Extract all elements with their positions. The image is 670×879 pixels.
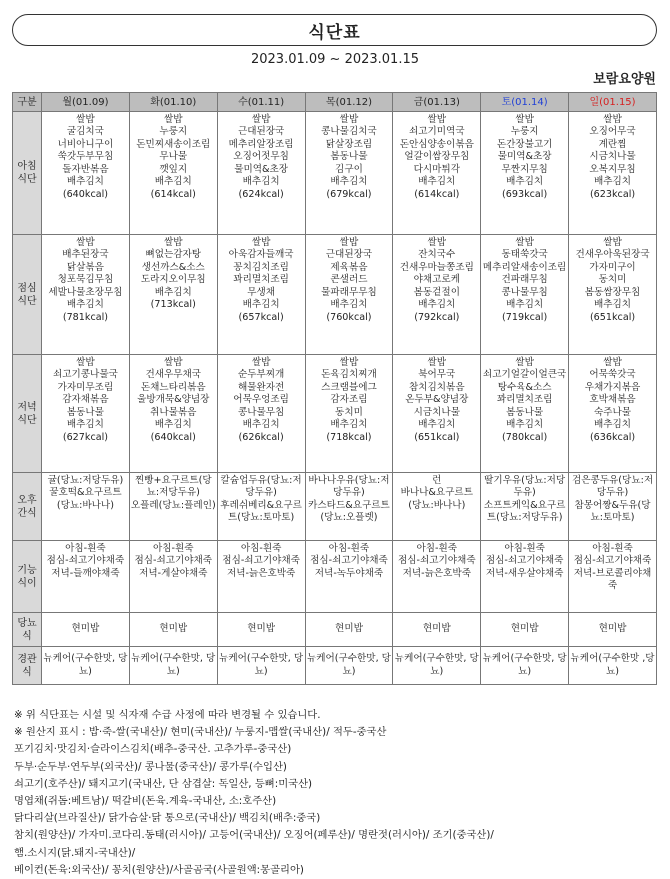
- menu-item-text: (651kcal): [589, 311, 636, 323]
- menu-item-text: 계란찜: [598, 138, 627, 150]
- menu-item-text: 메추리알장조림: [228, 138, 294, 150]
- menu-item-text: (614kcal): [414, 188, 460, 200]
- menu-item-text: 쌀밥: [427, 114, 447, 125]
- corner-header: 구분: [13, 93, 42, 112]
- menu-item-text: 찐빵+요구르트(당뇨:저당두유): [134, 475, 212, 499]
- row-special-diet: [13, 541, 657, 613]
- menu-item-text: 야채고로케: [413, 274, 460, 286]
- menu-cell: [393, 613, 481, 647]
- menu-item-text: 물파래무무침: [321, 286, 377, 298]
- menu-item-text: 뉴케어(구수한맛, 당뇨): [482, 653, 567, 677]
- menu-item-text: 어묵우엉조림: [233, 394, 289, 406]
- menu-item-text: 쇠고기미역국: [408, 126, 465, 138]
- menu-cell: [569, 613, 657, 647]
- menu-cell: [217, 235, 305, 355]
- menu-item-text: 저녁-들깨야채죽: [51, 567, 120, 579]
- menu-cell: [393, 112, 481, 235]
- menu-cell: [393, 647, 481, 685]
- menu-item-text: 봄동나물: [330, 151, 368, 163]
- menu-item-text: 배추김치: [418, 299, 456, 311]
- menu-item-text: 닭살볶음: [66, 261, 104, 273]
- menu-item-text: 누룽지: [159, 126, 188, 138]
- note-line: 닭다리살(브라질산)/ 닭가슴살·닭 통으로(국내산)/ 백김치(배추:중국): [14, 812, 321, 825]
- menu-item-text: 울방개묵&양념장: [137, 394, 210, 406]
- menu-item-text: 제육볶음: [330, 261, 368, 273]
- menu-item-text: 뉴케어(구수한맛, 당뇨): [394, 653, 479, 677]
- menu-item-text: 딸기우유(당뇨:저당두유): [484, 475, 566, 499]
- menu-item-text: 오징어젓무침: [233, 151, 289, 163]
- menu-item-text: 누룽지: [510, 126, 539, 138]
- menu-item-text: 호박채볶음: [589, 394, 636, 406]
- menu-item-text: (624kcal): [238, 188, 284, 200]
- menu-item-text: 해물완자전: [237, 381, 285, 393]
- menu-item-text: 쌀밥: [515, 114, 534, 125]
- menu-cell: [569, 235, 657, 355]
- menu-item-text: 현미밥: [335, 623, 363, 635]
- menu-item-text: 쌀밥: [163, 114, 183, 125]
- menu-item-text: 배추김치: [242, 176, 280, 188]
- menu-cell: [481, 235, 569, 355]
- menu-item-text: 현미밥: [71, 623, 100, 635]
- menu-item-text: (657kcal): [238, 311, 284, 323]
- menu-cell: [217, 647, 305, 685]
- menu-item-text: 쌀밥: [251, 237, 271, 248]
- menu-item-text: 뼈없는감자탕: [145, 249, 202, 261]
- menu-item-text: 쌀밥: [163, 357, 183, 368]
- menu-cell: [217, 541, 305, 613]
- menu-cell: [217, 473, 305, 541]
- menu-cell: [42, 613, 130, 647]
- menu-item-text: 저녁-게살야채죽: [139, 567, 208, 579]
- menu-item-text: 후레쉬베리&요구르트(당뇨:토마토): [220, 499, 302, 524]
- menu-item-text: 귤(당뇨:저당두유): [47, 475, 124, 486]
- menu-item-text: 꽁치김치조림: [233, 261, 289, 273]
- menu-cell: [393, 473, 481, 541]
- menu-item-text: 저녁-늙은호박죽: [402, 567, 471, 579]
- menu-item-text: 아욱감자들깨국: [228, 249, 294, 261]
- menu-item-text: 점심-쇠고기야채죽: [134, 555, 213, 567]
- menu-item-text: 뉴케어(구수한맛, 당뇨): [306, 653, 391, 677]
- row-lunch: [13, 235, 657, 355]
- menu-item-text: 현미밥: [247, 623, 276, 635]
- menu-item-text: (614kcal): [150, 188, 196, 200]
- menu-item-text: 점심-쇠고기야채죽: [310, 555, 388, 567]
- menu-item-text: 카스타드&요구르트(당뇨:오플렛): [308, 499, 390, 524]
- menu-item-text: 저녁-녹두야채죽: [314, 567, 384, 579]
- menu-item-text: 꿀호떡&요구르트(당뇨:바나나): [49, 487, 122, 511]
- menu-item-text: 배추김치: [330, 176, 368, 188]
- menu-item-text: 참몽어짱&두유(당뇨:토마토): [574, 499, 651, 524]
- notes-section: [14, 707, 659, 879]
- menu-item-text: 오복지무침: [589, 163, 636, 175]
- menu-cell: [393, 541, 481, 613]
- day-header-mon: 월(01.09): [42, 93, 130, 112]
- menu-item-text: 다시마튀각: [413, 163, 460, 175]
- menu-item-text: 배추김치: [242, 419, 280, 431]
- date-range: 2023.01.09 ~ 2023.01.15: [250, 52, 420, 67]
- menu-item-text: 배추김치: [506, 176, 544, 188]
- menu-cell: [481, 355, 569, 473]
- menu-item-text: 순두부찌개: [237, 369, 285, 381]
- row-label-special-diet: 기능 식이: [13, 541, 42, 613]
- menu-item-text: 쌀밥: [339, 237, 359, 248]
- row-label-diabetic-diet: 당뇨 식: [13, 613, 42, 647]
- menu-item-text: (651kcal): [414, 431, 460, 443]
- menu-item-text: 온두부&양념장: [405, 394, 469, 406]
- menu-item-text: 배추김치: [154, 286, 192, 298]
- menu-cell: [42, 355, 130, 473]
- menu-item-text: 점심-쇠고기야채죽: [397, 555, 476, 567]
- menu-item-text: 쌀밥: [515, 237, 534, 248]
- menu-item-text: 콩나물김치국: [321, 126, 377, 138]
- menu-item-text: 아침-흰죽: [504, 543, 545, 554]
- menu-item-text: 어묵쑥갓국: [589, 369, 636, 381]
- menu-item-text: 돈민찌새송이조림: [136, 138, 211, 150]
- menu-cell: [481, 541, 569, 613]
- menu-item-text: (693kcal): [502, 188, 548, 200]
- menu-item-text: 배추김치: [66, 299, 104, 311]
- menu-item-text: (780kcal): [502, 431, 548, 443]
- menu-item-text: 봄동나물: [506, 406, 544, 418]
- menu-cell: [42, 235, 130, 355]
- menu-item-text: 배추김치: [330, 299, 368, 311]
- row-label-lunch: 점심 식단: [13, 235, 42, 355]
- menu-item-text: 오플레(당뇨:플레인): [130, 499, 216, 511]
- menu-item-text: 배추김치: [242, 299, 280, 311]
- row-label-tube-feeding: 경관 식: [13, 647, 42, 685]
- menu-item-text: 탕수육&소스: [497, 381, 552, 393]
- menu-item-text: 쌀밥: [427, 357, 447, 368]
- menu-item-text: 시금치나물: [589, 151, 636, 163]
- menu-item-text: 현미밥: [159, 623, 188, 635]
- menu-item-text: 꽈리멸치조림: [233, 274, 289, 286]
- menu-item-text: 쌀밥: [251, 357, 271, 368]
- menu-cell: [129, 541, 217, 613]
- menu-item-text: 무생채: [247, 286, 276, 298]
- menu-item-text: 쌀밥: [427, 237, 447, 248]
- menu-item-text: 봄동겉절이: [413, 286, 460, 298]
- menu-item-text: 건새우마늘쫑조림: [399, 261, 474, 273]
- note-line: 포기김치·맛김치·슬라이스김치(배추-중국산. 고추가루-중국산): [14, 743, 292, 756]
- menu-cell: [217, 112, 305, 235]
- menu-cell: [305, 613, 393, 647]
- menu-item-text: 쌀밥: [603, 237, 622, 248]
- menu-item-text: (627kcal): [62, 431, 109, 443]
- menu-item-text: 콩나물무침: [501, 286, 548, 298]
- menu-item-text: 바나나우유(당뇨:저당두유): [308, 475, 390, 499]
- menu-item-text: 점심-쇠고기야채죽: [485, 555, 564, 567]
- note-line: ※ 원산지 표시 : 밥·죽-쌀(국내산)/ 현미(국내산)/ 누룽지-맵쌀(국내산)/ 적두-중국산: [14, 726, 387, 739]
- menu-item-text: (760kcal): [326, 311, 372, 323]
- menu-cell: [481, 112, 569, 235]
- menu-cell: [305, 112, 393, 235]
- menu-item-text: 김구이: [335, 163, 363, 175]
- menu-item-text: 건새우무채국: [145, 369, 202, 381]
- menu-cell: [569, 355, 657, 473]
- menu-cell: [569, 541, 657, 613]
- menu-item-text: 쑥갓두부무침: [57, 151, 114, 163]
- menu-item-text: 생선까스&소스: [141, 261, 205, 273]
- day-header-sat: 토(01.14): [481, 93, 569, 112]
- menu-item-text: 쌀밥: [339, 114, 359, 125]
- note-line: ※ 위 식단표는 시설 및 식자재 수급 사정에 따라 변경될 수 있습니다.: [14, 709, 321, 721]
- menu-item-text: 배추김치: [330, 419, 368, 431]
- menu-item-text: 무나물: [159, 151, 188, 163]
- menu-item-text: (718kcal): [326, 431, 372, 443]
- menu-item-text: 닭살장조림: [325, 138, 373, 150]
- menu-cell: [129, 647, 217, 685]
- menu-item-text: 배추김치: [154, 419, 192, 431]
- menu-item-text: (792kcal): [414, 311, 460, 323]
- menu-cell: [393, 235, 481, 355]
- menu-item-text: 뉴케어(구수한맛 ,당뇨): [570, 653, 655, 677]
- note-line: 명엽채(쥐돔:베트남)/ 떡갈비(돈육.계육-국내산, 소:호주산): [14, 795, 277, 808]
- note-line: 쇠고기(호주산)/ 돼지고기(국내산, 단 삼겹살: 독일산, 등뼈:미국산): [14, 777, 313, 790]
- organization-name: 보람요양원: [593, 72, 656, 87]
- day-header-fri: 금(01.13): [393, 93, 481, 112]
- menu-item-text: 돈채느타리볶음: [140, 381, 206, 393]
- menu-item-text: 굴김치국: [66, 126, 104, 138]
- menu-item-text: 쌀밥: [339, 357, 359, 368]
- menu-item-text: 쌀밥: [603, 357, 622, 368]
- menu-cell: [305, 355, 393, 473]
- menu-item-text: 메추리알새송이조림: [482, 261, 567, 273]
- menu-item-text: (640kcal): [150, 431, 196, 443]
- menu-item-text: 런: [432, 475, 442, 486]
- menu-item-text: 배추김치: [593, 419, 632, 431]
- menu-item-text: (781kcal): [62, 311, 109, 323]
- menu-item-text: 쌀밥: [163, 237, 183, 248]
- menu-cell: [393, 355, 481, 473]
- menu-item-text: 아침-흰죽: [240, 543, 282, 554]
- menu-item-text: 청포묵김무침: [57, 274, 114, 286]
- day-header-wed: 수(01.11): [217, 93, 305, 112]
- menu-item-text: 점심-쇠고기야채죽: [46, 555, 125, 567]
- menu-item-text: 뉴케어(구수한맛, 당뇨): [131, 653, 216, 677]
- menu-item-text: 아침-흰죽: [416, 543, 458, 554]
- menu-item-text: 저녁-브로콜리야채죽: [573, 567, 652, 592]
- menu-item-text: 쌀밥: [76, 237, 95, 248]
- day-header-sun: 일(01.15): [569, 93, 657, 112]
- menu-item-text: 꽈리멸치조림: [496, 394, 553, 406]
- menu-item-text: (636kcal): [589, 431, 636, 443]
- menu-item-text: 아침-흰죽: [152, 543, 194, 554]
- menu-cell: [305, 647, 393, 685]
- menu-item-text: (640kcal): [62, 188, 109, 200]
- menu-item-text: 동치미: [335, 406, 363, 418]
- menu-item-text: 현미밥: [598, 623, 627, 635]
- row-tube-feeding: [13, 647, 657, 685]
- menu-item-text: (623kcal): [589, 188, 636, 200]
- menu-item-text: 동태쑥갓국: [501, 249, 548, 261]
- menu-item-text: 가자미무조림: [57, 381, 114, 393]
- menu-item-text: 바나나&요구르트(당뇨:바나나): [400, 487, 473, 511]
- menu-cell: [129, 235, 217, 355]
- row-label-dinner: 저녁 식단: [13, 355, 42, 473]
- menu-item-text: 배추김치: [66, 419, 104, 431]
- menu-item-text: 콘샐러드: [330, 274, 368, 286]
- note-line: 햄.소시지(닭.돼지-국내산)/: [14, 846, 136, 859]
- menu-item-text: 아침-흰죽: [65, 543, 106, 554]
- menu-item-text: 도라지오이무침: [140, 274, 206, 286]
- menu-item-text: 건새우아욱된장국: [575, 249, 650, 261]
- note-line: 참치(원양산)/ 가자미.코다리.동태(러시아)/ 고등어(국내산)/ 오징어(페루산)/ 명란젓(러시아)/ 조기(중국산)/: [14, 829, 494, 842]
- menu-item-text: 쇠고기콩나물국: [52, 369, 118, 381]
- menu-item-text: 쌀밥: [515, 357, 534, 368]
- menu-cell: [305, 235, 393, 355]
- menu-item-text: 가자미구이: [589, 261, 636, 273]
- menu-item-text: 얼갈이쌈장무침: [404, 151, 470, 163]
- menu-cell: [481, 473, 569, 541]
- menu-cell: [42, 647, 130, 685]
- menu-item-text: 숙주나물: [593, 406, 632, 418]
- menu-item-text: 소프트케익&요구르트(당뇨:저당두유): [483, 499, 566, 524]
- menu-item-text: 물미역&초장: [234, 163, 289, 175]
- menu-cell: [569, 112, 657, 235]
- menu-item-text: 감자조림: [330, 394, 368, 406]
- day-header-tue: 화(01.10): [129, 93, 217, 112]
- menu-item-text: 돈육김치찌개: [321, 369, 377, 381]
- menu-item-text: 잔치국수: [418, 249, 456, 261]
- row-diabetic-diet: [13, 613, 657, 647]
- menu-cell: [569, 647, 657, 685]
- menu-cell: [129, 473, 217, 541]
- menu-item-text: 시금치나물: [413, 406, 460, 418]
- menu-item-text: 돌자반볶음: [62, 163, 109, 175]
- menu-cell: [217, 613, 305, 647]
- menu-item-text: 배추김치: [593, 176, 632, 188]
- menu-cell: [569, 473, 657, 541]
- menu-cell: [481, 613, 569, 647]
- menu-item-text: 북어무국: [418, 369, 456, 381]
- menu-item-text: 배추김치: [506, 419, 544, 431]
- menu-item-text: (713kcal): [150, 299, 196, 311]
- menu-item-text: 근대된장국: [325, 249, 373, 261]
- menu-cell: [217, 355, 305, 473]
- menu-item-text: 너비아니구이: [57, 138, 114, 150]
- menu-item-text: 돈간장불고기: [496, 138, 553, 150]
- menu-item-text: 칼슘업두유(당뇨:저당두유): [220, 475, 302, 499]
- menu-item-text: 오징어무국: [589, 126, 636, 138]
- menu-item-text: (719kcal): [502, 311, 548, 323]
- menu-cell: [42, 473, 130, 541]
- menu-item-text: 배추김치: [418, 176, 456, 188]
- menu-item-text: 감자채볶음: [62, 394, 109, 406]
- menu-item-text: 배추김치: [154, 176, 192, 188]
- menu-item-text: 근대된장국: [237, 126, 285, 138]
- menu-item-text: 우채가지볶음: [584, 381, 641, 393]
- menu-item-text: 세발나물초장무침: [48, 286, 123, 298]
- row-dinner: [13, 355, 657, 473]
- menu-item-text: 쌀밥: [76, 357, 95, 368]
- menu-item-text: 검은콩두유(당뇨:저당두유): [571, 475, 654, 499]
- row-snack: [13, 473, 657, 541]
- menu-item-text: 동치미: [598, 274, 627, 286]
- menu-item-text: 쌀밥: [603, 114, 622, 125]
- page-title-box: [12, 14, 657, 46]
- row-breakfast: [13, 112, 657, 235]
- menu-table: [12, 92, 657, 685]
- menu-item-text: 배추김치: [418, 419, 456, 431]
- note-line: 베이컨(돈육:외국산)/ 꽁치(원양산)/사골곰국(사골원액:몽골리아): [14, 863, 304, 876]
- menu-item-text: 쌀밥: [76, 114, 95, 125]
- row-label-breakfast: 아침 식단: [13, 112, 42, 235]
- menu-cell: [129, 112, 217, 235]
- menu-item-text: 참치김치볶음: [408, 381, 465, 393]
- menu-item-text: 뉴케어(구수한맛, 당뇨): [219, 653, 304, 677]
- menu-cell: [305, 473, 393, 541]
- menu-item-text: 물미역&초장: [497, 151, 552, 163]
- menu-item-text: 깻잎지: [159, 163, 188, 175]
- menu-item-text: 무짠지무침: [501, 163, 548, 175]
- menu-item-text: 뉴케어(구수한맛, 당뇨): [43, 653, 128, 677]
- menu-item-text: 아침-흰죽: [592, 543, 633, 554]
- menu-item-text: 배추김치: [593, 299, 632, 311]
- menu-cell: [481, 647, 569, 685]
- menu-item-text: 배추김치: [66, 176, 104, 188]
- row-label-snack: 오후 간식: [13, 473, 42, 541]
- day-header-thu: 목(01.12): [305, 93, 393, 112]
- menu-item-text: 돈안심양송이볶음: [399, 138, 474, 150]
- menu-item-text: 건파래무침: [501, 274, 548, 286]
- header-row: [13, 93, 657, 112]
- menu-item-text: 취나물볶음: [150, 406, 197, 418]
- menu-item-text: 쌀밥: [251, 114, 271, 125]
- menu-item-text: 저녁-늙은호박죽: [226, 567, 296, 579]
- note-line: 두부·순두부·연두부(외국산)/ 콩나물(중국산)/ 콩가루(수입산): [14, 760, 287, 773]
- menu-item-text: 점심-쇠고기야채죽: [222, 555, 300, 567]
- menu-cell: [129, 355, 217, 473]
- menu-item-text: 저녁-새우살야채죽: [485, 567, 564, 579]
- menu-item-text: 현미밥: [422, 623, 451, 635]
- menu-item-text: 콩나물무침: [237, 406, 285, 418]
- menu-cell: [42, 112, 130, 235]
- page-title: 식단표: [308, 22, 361, 43]
- menu-item-text: (626kcal): [238, 431, 284, 443]
- menu-item-text: 점심-쇠고기야채죽: [573, 555, 652, 567]
- menu-item-text: 봄동쌈장무침: [584, 286, 641, 298]
- menu-cell: [305, 541, 393, 613]
- menu-item-text: 배추된장국: [62, 249, 109, 261]
- menu-item-text: 현미밥: [510, 623, 539, 635]
- menu-cell: [129, 613, 217, 647]
- menu-item-text: 아침-흰죽: [328, 543, 370, 554]
- menu-item-text: 쇠고기얼갈이얼큰국: [482, 369, 567, 381]
- menu-item-text: 봄동나물: [66, 406, 104, 418]
- menu-item-text: 스크램블에그: [321, 381, 377, 393]
- menu-item-text: (679kcal): [326, 188, 372, 200]
- menu-cell: [42, 541, 130, 613]
- menu-item-text: 배추김치: [506, 299, 544, 311]
